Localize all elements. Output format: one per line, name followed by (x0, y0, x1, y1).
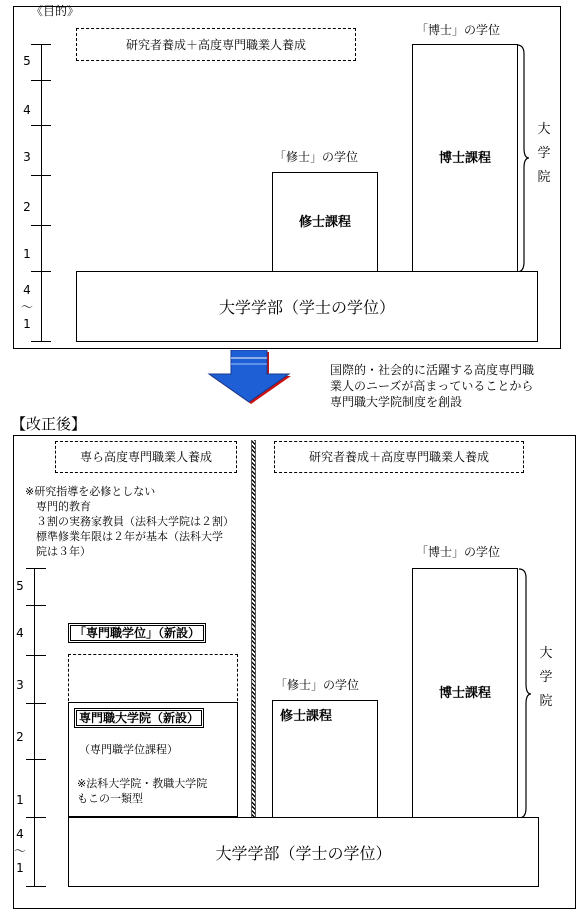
pro-school-note: ※法科大学院・教職大学院 もこの一類型 (77, 777, 208, 805)
doctor-degree-label: 「博士」の学位 (416, 545, 501, 559)
axis-label-3: 3 (23, 150, 31, 164)
axis-tick (31, 80, 51, 81)
doctor-course-label: 博士課程 (438, 686, 491, 701)
axis-label-5: 5 (23, 54, 31, 68)
axis-tick (26, 605, 46, 606)
pro-course-label: （専門職学位課程） (79, 743, 178, 756)
master-degree-label: 「修士」の学位 (274, 150, 359, 164)
axis-label-undergrad-range: 4 〜 1 (14, 827, 27, 875)
graduate-school-char: 学 (537, 146, 551, 161)
undergrad-box (76, 271, 538, 342)
axis-label-4: 4 (23, 103, 31, 117)
axis-tick (31, 125, 51, 126)
undergrad-label: 大学学部（学士の学位） (218, 298, 395, 317)
axis-label-1: 1 (23, 247, 31, 261)
master-degree-label: 「修士」の学位 (275, 678, 360, 692)
graduate-school-brace (516, 44, 530, 274)
axis-tick (31, 341, 51, 342)
left-purpose-label: 専ら高度専門職業人養成 (79, 450, 212, 464)
graduate-school-char: 大 (539, 646, 553, 661)
undergrad-box (68, 817, 539, 887)
hatched-separator (251, 440, 256, 820)
graduate-school-char: 大 (537, 122, 551, 137)
axis-tick (26, 703, 46, 704)
doctor-course-box (412, 44, 518, 273)
axis-tick (26, 886, 46, 887)
master-course-label: 修士課程 (298, 215, 351, 230)
axis-label-undergrad-range: 4 〜 1 (21, 283, 34, 331)
graduate-school-char: 学 (539, 670, 553, 685)
doctor-course-label: 博士課程 (438, 151, 491, 166)
axis-label-4: 4 (16, 626, 24, 640)
axis-label-2: 2 (23, 200, 31, 214)
left-purpose-box (55, 441, 237, 473)
axis-label-3: 3 (16, 678, 24, 692)
axis-tick (26, 759, 46, 760)
axis-tick (31, 44, 51, 45)
purpose-label: 研究者養成＋高度専門職業人養成 (125, 37, 306, 52)
purpose-heading: 《目的》 (31, 4, 80, 18)
doctor-degree-label: 「博士」の学位 (416, 23, 501, 37)
year-axis (34, 568, 35, 886)
axis-tick (31, 225, 51, 226)
graduate-school-char: 院 (539, 694, 553, 709)
pro-school-label: 専門職大学院（新設） (74, 708, 204, 728)
year-axis (41, 44, 42, 342)
axis-label-1: 1 (16, 793, 24, 807)
axis-tick (26, 568, 46, 569)
reform-reason-note: 国際的・社会的に活躍する高度専門職 業人のニーズが高まっていることから 専門職大学院制度を創設 (330, 363, 535, 409)
graduate-school-brace (518, 568, 532, 820)
axis-label-5: 5 (16, 579, 24, 593)
right-purpose-box (274, 441, 524, 473)
revised-heading: 【改正後】 (11, 415, 87, 433)
graduate-school-char: 院 (537, 170, 551, 185)
axis-tick (31, 271, 51, 272)
undergrad-label: 大学学部（学士の学位） (215, 843, 392, 863)
axis-label-2: 2 (16, 730, 24, 744)
axis-tick (26, 655, 46, 656)
right-purpose-label: 研究者養成＋高度専門職業人養成 (308, 450, 489, 464)
pro-degree-label: 「専門職学位」（新設） (68, 623, 206, 643)
purpose-box (76, 28, 356, 61)
axis-tick (31, 175, 51, 176)
professional-notes: ※研究指導を必修としない 専門的教育 ３割の実務家教員（法科大学院は２割） 標準修業年限は２年が基本（法科大学 院は３年） (25, 485, 234, 558)
doctor-course-box (412, 568, 518, 819)
down-arrow-icon (206, 350, 296, 408)
axis-tick (26, 817, 46, 818)
master-course-box (272, 172, 378, 273)
pro-school-dashed-extension (68, 654, 238, 706)
master-course-label: 修士課程 (280, 709, 333, 724)
